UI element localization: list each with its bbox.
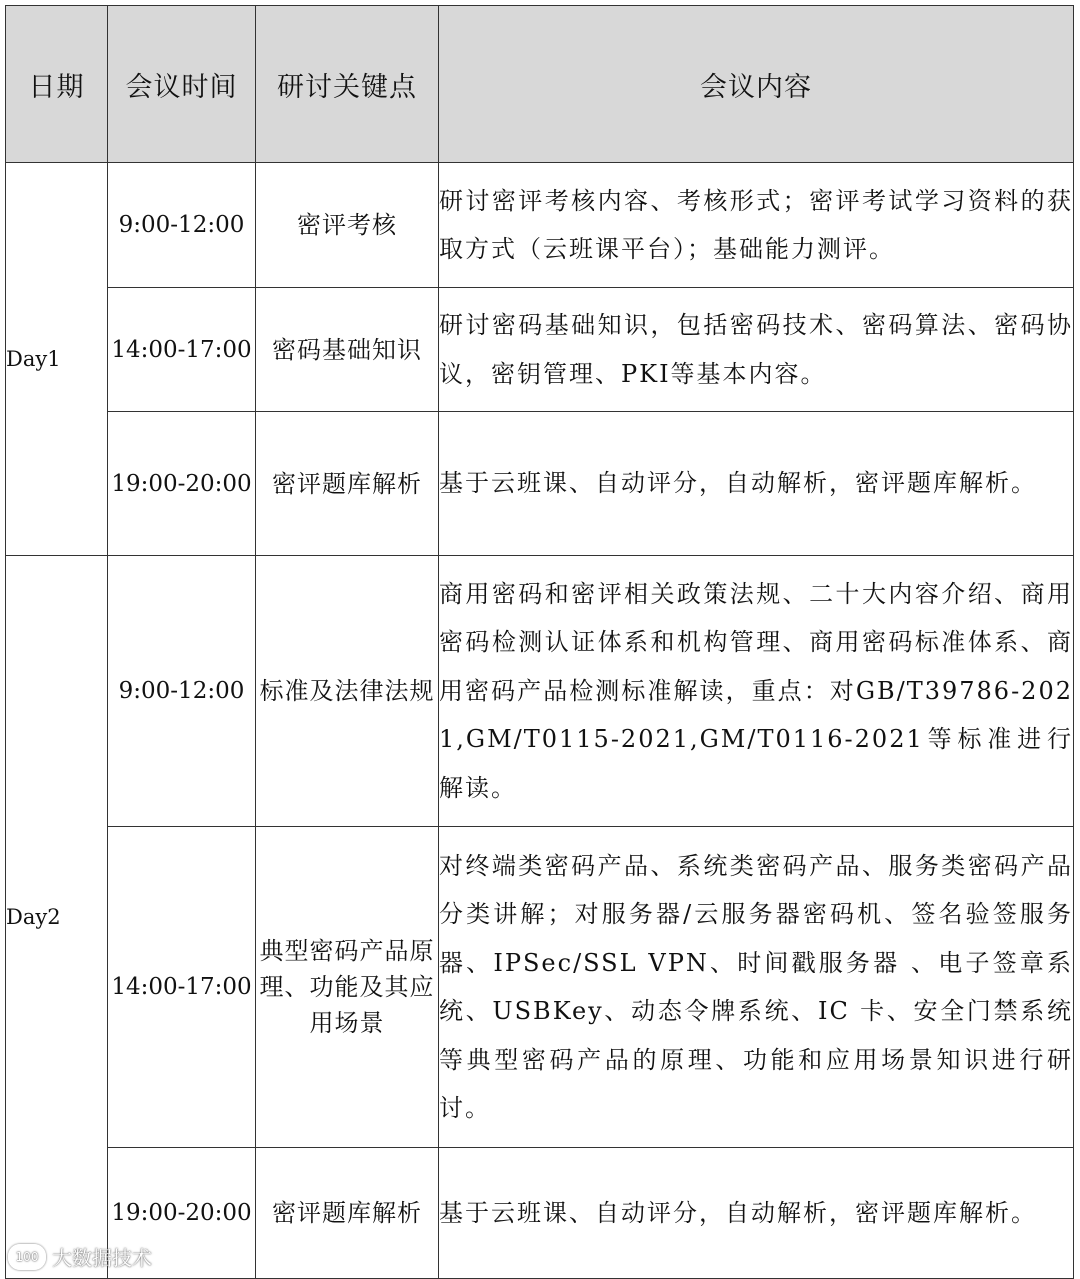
eye-logo-icon: 100 xyxy=(8,1244,46,1270)
content-cell: 商用密码和密评相关政策法规、二十大内容介绍、商用密码检测认证体系和机构管理、商用密码标准体系、商用密码产品检测标准解读，重点：对GB/T39786-2021,GM/T0115-2021,GM/T0116-2021等标准进行解读。 xyxy=(439,556,1074,827)
topic-cell: 典型密码产品原理、功能及其应用场景 xyxy=(256,827,439,1148)
topic-cell: 密评考核 xyxy=(256,163,439,288)
header-meeting-time: 会议时间 xyxy=(108,6,256,163)
time-cell: 9:00-12:00 xyxy=(108,163,256,288)
content-cell: 基于云班课、自动评分，自动解析，密评题库解析。 xyxy=(439,412,1074,556)
table-row xyxy=(6,288,1074,412)
time-cell: 9:00-12:00 xyxy=(108,556,256,827)
watermark-text: 大数据技术 xyxy=(52,1246,152,1270)
content-cell: 研讨密码基础知识，包括密码技术、密码算法、密码协议，密钥管理、PKI等基本内容。 xyxy=(439,288,1074,412)
time-cell: 14:00-17:00 xyxy=(108,288,256,412)
content-cell: 基于云班课、自动评分，自动解析，密评题库解析。 xyxy=(439,1148,1074,1279)
header-date: 日期 xyxy=(6,6,108,163)
content-cell: 对终端类密码产品、系统类密码产品、服务类密码产品分类讲解；对服务器/云服务器密码机、签名验签服务器、IPSec/SSL VPN、时间戳服务器 、电子签章系统、USBKey、动态令牌系统、IC 卡、安全门禁系统等典型密码产品的原理、功能和应用场景知识进行研讨。 xyxy=(439,827,1074,1148)
header-meeting-content: 会议内容 xyxy=(439,6,1074,163)
day-cell: Day1 xyxy=(6,163,108,556)
content-cell: 研讨密评考核内容、考核形式；密评考试学习资料的获取方式（云班课平台）；基础能力测评。 xyxy=(439,163,1074,288)
meeting-schedule-table xyxy=(5,5,1074,1279)
topic-cell: 标准及法律法规 xyxy=(256,556,439,827)
topic-cell: 密评题库解析 xyxy=(256,412,439,556)
table-row xyxy=(6,1148,1074,1279)
time-cell: 19:00-20:00 xyxy=(108,412,256,556)
watermark xyxy=(8,1242,152,1271)
table-row xyxy=(6,827,1074,1148)
header-key-points: 研讨关键点 xyxy=(256,6,439,163)
topic-cell: 密码基础知识 xyxy=(256,288,439,412)
table-header-row xyxy=(6,6,1074,163)
time-cell: 19:00-20:00 xyxy=(108,1148,256,1279)
day-cell: Day2 xyxy=(6,556,108,1279)
table-row xyxy=(6,163,1074,288)
table-row xyxy=(6,412,1074,556)
topic-cell: 密评题库解析 xyxy=(256,1148,439,1279)
table-row xyxy=(6,556,1074,827)
time-cell: 14:00-17:00 xyxy=(108,827,256,1148)
